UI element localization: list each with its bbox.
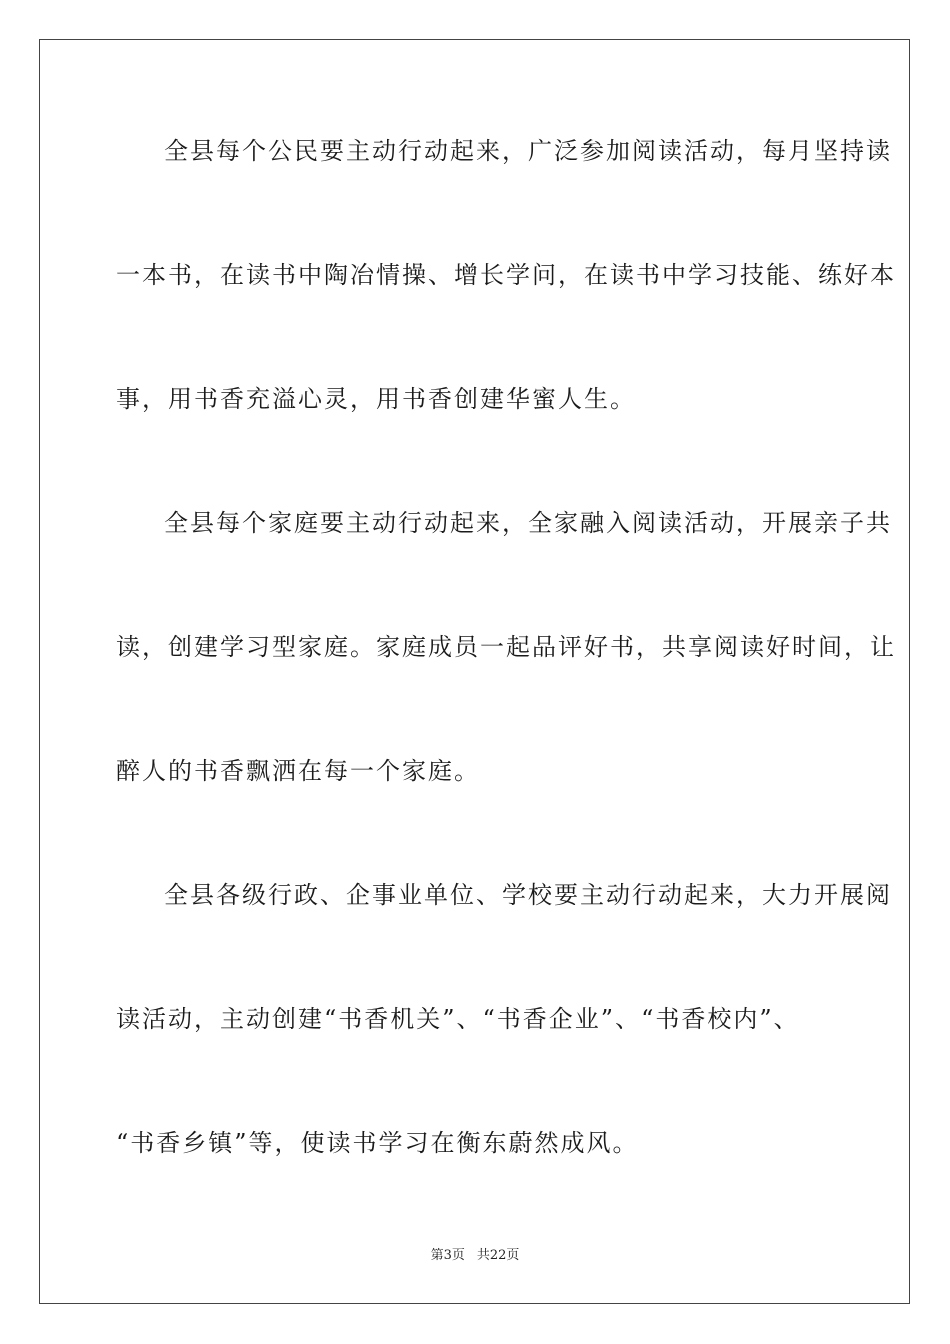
paragraph-line: 全县每个公民要主动行动起来，广泛参加阅读活动，每月坚持读 [164, 137, 892, 165]
paragraph-line: 一本书，在读书中陶冶情操、增长学问，在读书中学习技能、练好本 [116, 261, 896, 289]
page-number: 第3页 [430, 1248, 465, 1263]
paragraph-line: 全县每个家庭要主动行动起来，全家融入阅读活动，开展亲子共 [164, 509, 892, 537]
page-total: 共22页 [476, 1248, 520, 1263]
paragraph-line: 事，用书香充溢心灵，用书香创建华蜜人生。 [116, 385, 636, 413]
paragraph-line: 读，创建学习型家庭。家庭成员一起品评好书，共享阅读好时间，让 [116, 633, 896, 661]
page-footer [0, 1248, 950, 1264]
paragraph-line: 全县各级行政、企事业单位、学校要主动行动起来，大力开展阅 [164, 881, 892, 909]
paragraph-line: “书香乡镇”等，使读书学习在衡东蔚然成风。 [116, 1129, 639, 1157]
page-border [39, 39, 910, 1304]
paragraph-line: 读活动，主动创建“书香机关”、“书香企业”、“书香校内”、 [116, 1005, 800, 1033]
paragraph-line: 醉人的书香飘洒在每一个家庭。 [116, 757, 480, 785]
